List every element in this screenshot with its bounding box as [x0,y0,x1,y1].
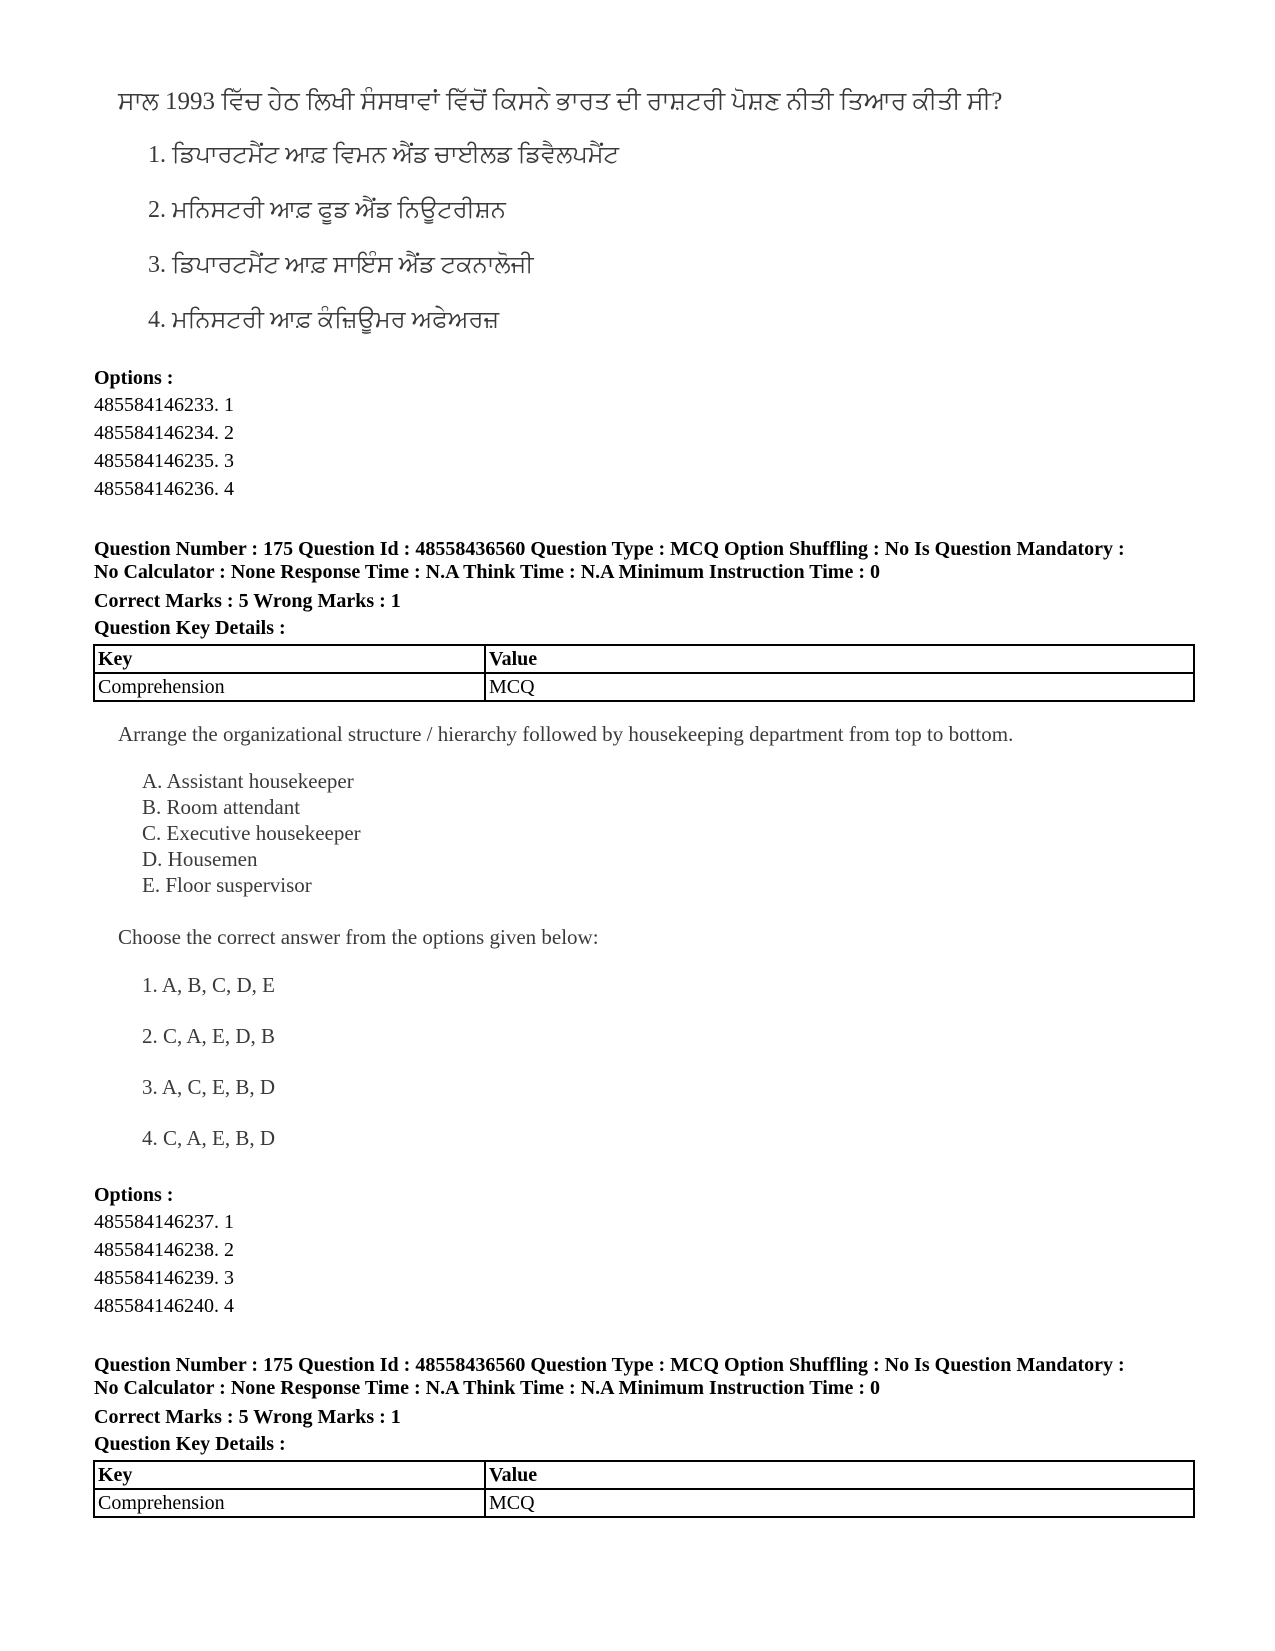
question-item-d: D. Housemen [142,847,258,871]
option-item: 485584146233. 1 [94,394,234,416]
table-header-key: Key [94,1461,485,1489]
question-instruction: Choose the correct answer from the options given below: [118,925,599,949]
table-cell-value: MCQ [485,1489,1194,1517]
option-item: 485584146234. 2 [94,422,234,444]
key-details-table [93,644,1195,702]
question-choice-4: 4. C, A, E, B, D [142,1126,276,1150]
key-details-label: Question Key Details : [94,617,286,639]
table-header-value: Value [485,645,1194,673]
question-item-b: B. Room attendant [142,795,301,819]
table-header-row [94,1461,1194,1489]
table-cell-value: MCQ [485,673,1194,701]
table-header-row [94,645,1194,673]
table-row [94,1489,1194,1517]
question-item-a: A. Assistant housekeeper [142,769,354,793]
option-item: 485584146235. 3 [94,450,234,472]
question-meta-line-1: Question Number : 175 Question Id : 48558436560 Question Type : MCQ Option Shuffling : No Is Question Mandatory : [94,538,1125,560]
question-choice-2: 2. C, A, E, D, B [142,1024,276,1048]
option-item: 485584146239. 3 [94,1267,234,1289]
question-item-e: E. Floor suspervisor [142,873,312,897]
question-text-english: Arrange the organizational structure / hierarchy followed by housekeeping department from top to bottom. [118,722,1014,746]
question-meta-line-2: No Calculator : None Response Time : N.A Think Time : N.A Minimum Instruction Time : 0 [94,561,880,583]
table-header-value: Value [485,1461,1194,1489]
options-label: Options : [94,367,174,389]
option-item: 485584146240. 4 [94,1295,234,1317]
option-item: 485584146237. 1 [94,1211,234,1233]
option-item: 485584146238. 2 [94,1239,234,1261]
table-cell-key: Comprehension [94,1489,485,1517]
question-choice-3: 3. A, C, E, B, D [142,1075,276,1099]
question-choice-3: 3. ਡਿਪਾਰਟਮੈਂਟ ਆਫ਼ ਸਾਇੰਸ ਐਂਡ ਟਕਨਾਲੋਜੀ [148,252,534,278]
key-details-table [93,1460,1195,1518]
key-details-label: Question Key Details : [94,1433,286,1455]
question-choice-4: 4. ਮਨਿਸਟਰੀ ਆਫ਼ ਕੰਜ਼ਿਊਮਰ ਅਫੇਅਰਜ਼ [148,307,500,333]
question-meta-line-1: Question Number : 175 Question Id : 48558436560 Question Type : MCQ Option Shuffling : No Is Question Mandatory : [94,1354,1125,1376]
marks-line: Correct Marks : 5 Wrong Marks : 1 [94,590,401,612]
table-row [94,673,1194,701]
question-text-punjabi: ਸਾਲ 1993 ਵਿੱਚ ਹੇਠ ਲਿਖੀ ਸੰਸਥਾਵਾਂ ਵਿੱਚੋਂ ਕਿਸਨੇ ਭਾਰਤ ਦੀ ਰਾਸ਼ਟਰੀ ਪੋਸ਼ਣ ਨੀਤੀ ਤਿਆਰ ਕੀਤੀ ਸੀ? [118,88,1003,115]
marks-line: Correct Marks : 5 Wrong Marks : 1 [94,1406,401,1428]
question-meta-line-2: No Calculator : None Response Time : N.A Think Time : N.A Minimum Instruction Time : 0 [94,1377,880,1399]
question-choice-1: 1. ਡਿਪਾਰਟਮੈਂਟ ਆਫ਼ ਵਿਮਨ ਐਂਡ ਚਾਈਲਡ ਡਿਵੈਲਪਮੈਂਟ [148,142,620,168]
question-choice-1: 1. A, B, C, D, E [142,973,276,997]
options-label: Options : [94,1184,174,1206]
question-item-c: C. Executive housekeeper [142,821,361,845]
table-cell-key: Comprehension [94,673,485,701]
question-choice-2: 2. ਮਨਿਸਟਰੀ ਆਫ਼ ਫੂਡ ਐਂਡ ਨਿਊਟਰੀਸ਼ਨ [148,197,506,223]
table-header-key: Key [94,645,485,673]
option-item: 485584146236. 4 [94,478,234,500]
